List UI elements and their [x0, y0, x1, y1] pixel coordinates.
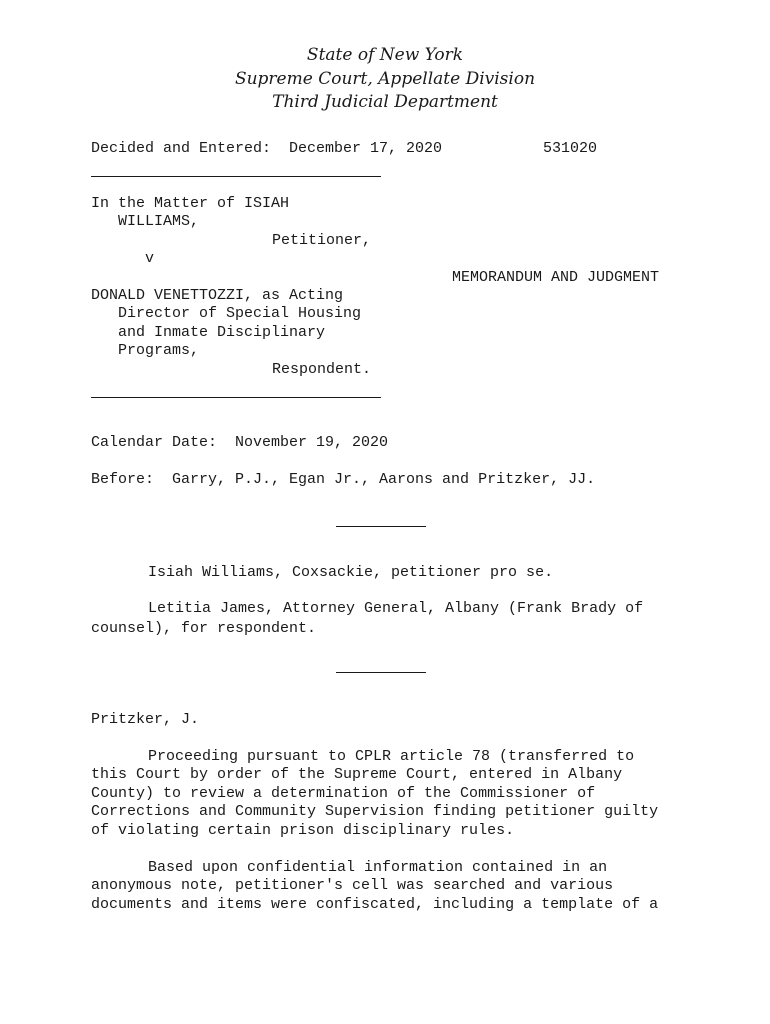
section-divider-2 — [336, 672, 426, 673]
court-state: State of New York — [306, 45, 464, 65]
body-paragraph1-line3: County) to review a determination of the Commissioner of — [91, 785, 596, 802]
petitioner-name-line1: In the Matter of ISIAH — [91, 195, 290, 212]
body-paragraph2-line1: Based upon confidential information contained in an — [148, 859, 608, 876]
respondent-name-line2: Director of Special Housing — [118, 305, 362, 322]
body-paragraph1-line4: Corrections and Community Supervision finding petitioner guilty — [91, 803, 659, 820]
versus: v — [145, 250, 155, 267]
bench-panel: Before: Garry, P.J., Egan Jr., Aarons and Pritzker, JJ. — [91, 471, 596, 488]
body-paragraph1-line1: Proceeding pursuant to CPLR article 78 (transferred to — [148, 748, 635, 765]
court-department: Third Judicial Department — [272, 92, 498, 112]
body-paragraph1-line2: this Court by order of the Supreme Court, entered in Albany — [91, 766, 623, 783]
caption-bottom-rule — [91, 397, 381, 398]
section-divider-1 — [336, 526, 426, 527]
court-name: Supreme Court, Appellate Division — [234, 68, 536, 89]
petitioner-counsel: Isiah Williams, Coxsackie, petitioner pro se. — [148, 564, 554, 581]
body-paragraph1-line5: of violating certain prison disciplinary rules. — [91, 822, 515, 839]
decision-type: MEMORANDUM AND JUDGMENT — [452, 269, 660, 286]
opinion-author: Pritzker, J. — [91, 711, 200, 728]
petitioner-name-line2: WILLIAMS, — [118, 213, 200, 230]
respondent-name-line4: Programs, — [118, 342, 200, 359]
petitioner-role: Petitioner, — [272, 232, 372, 249]
respondent-name-line1: DONALD VENETTOZZI, as Acting — [91, 287, 344, 304]
body-paragraph2-line3: documents and items were confiscated, including a template of a — [91, 896, 659, 913]
docket-number: 531020 — [543, 140, 598, 157]
body-paragraph2-line2: anonymous note, petitioner's cell was searched and various — [91, 877, 614, 894]
respondent-name-line3: and Inmate Disciplinary — [118, 324, 326, 341]
respondent-counsel-line1: Letitia James, Attorney General, Albany (Frank Brady of — [148, 600, 644, 617]
respondent-role: Respondent. — [272, 361, 372, 378]
calendar-date: Calendar Date: November 19, 2020 — [91, 434, 389, 451]
caption-top-rule — [91, 176, 381, 177]
respondent-counsel-line2: counsel), for respondent. — [91, 620, 317, 637]
court-header — [0, 44, 770, 115]
decided-entered-date: Decided and Entered: December 17, 2020 — [91, 140, 443, 157]
